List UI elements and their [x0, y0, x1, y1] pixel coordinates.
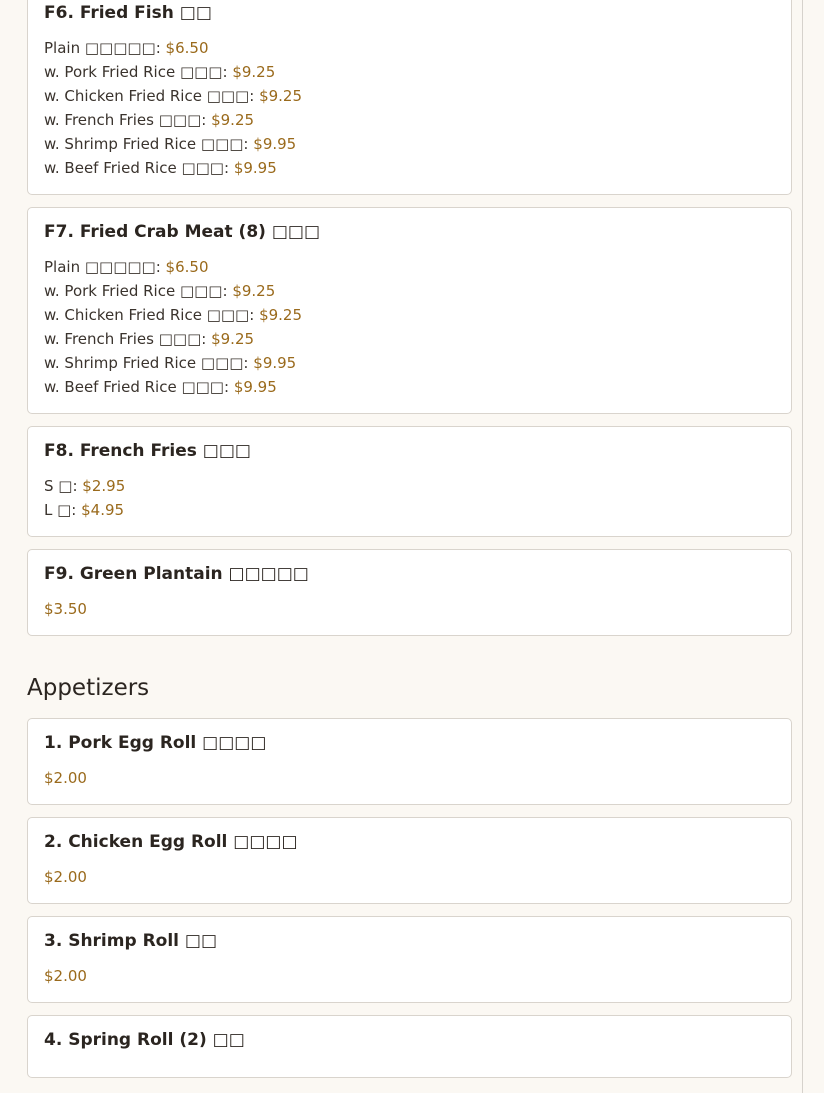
option-label: L □:	[44, 501, 77, 519]
option-label: w. Beef Fried Rice □□□:	[44, 378, 230, 396]
price-option	[44, 597, 775, 621]
option-label: Plain □□□□□:	[44, 39, 161, 57]
menu-item-card[interactable]	[27, 916, 792, 1003]
option-label: w. Pork Fried Rice □□□:	[44, 282, 228, 300]
section-heading-appetizers: Appetizers	[27, 675, 150, 701]
option-price: $9.95	[253, 354, 297, 372]
option-price: $9.25	[232, 282, 276, 300]
menu-item-title: 1. Pork Egg Roll □□□□	[44, 733, 267, 753]
price-option	[44, 36, 775, 60]
option-label: w. Shrimp Fried Rice □□□:	[44, 354, 249, 372]
price-option	[44, 327, 775, 351]
option-price: $9.25	[211, 330, 255, 348]
option-price: $6.50	[165, 39, 209, 57]
option-label: w. Chicken Fried Rice □□□:	[44, 87, 255, 105]
option-label: w. Chicken Fried Rice □□□:	[44, 306, 255, 324]
price-option	[44, 132, 775, 156]
option-price: $9.25	[259, 306, 303, 324]
option-price: $9.95	[233, 378, 277, 396]
price-option	[44, 279, 775, 303]
menu-item-card[interactable]	[27, 207, 792, 414]
menu-item-title: 2. Chicken Egg Roll □□□□	[44, 832, 298, 852]
price-option	[44, 255, 775, 279]
option-price: $4.95	[81, 501, 125, 519]
option-label: Plain □□□□□:	[44, 258, 161, 276]
menu-item-card[interactable]	[27, 549, 792, 636]
option-label: S □:	[44, 477, 78, 495]
menu-item-card[interactable]	[27, 0, 792, 195]
menu-item-title: F6. Fried Fish □□	[44, 3, 212, 23]
price-option	[44, 375, 775, 399]
option-label: w. French Fries □□□:	[44, 111, 207, 129]
price-option	[44, 351, 775, 375]
price-option	[44, 108, 775, 132]
menu-item-card[interactable]	[27, 1015, 792, 1078]
option-label: w. Shrimp Fried Rice □□□:	[44, 135, 249, 153]
price-option	[44, 865, 775, 889]
item-price: $3.50	[44, 600, 87, 618]
option-price: $9.95	[233, 159, 277, 177]
price-option	[44, 156, 775, 180]
option-price: $6.50	[165, 258, 209, 276]
menu-content	[27, 0, 792, 1090]
option-price: $9.95	[253, 135, 297, 153]
item-price: $2.00	[44, 967, 87, 985]
option-label: w. French Fries □□□:	[44, 330, 207, 348]
price-option	[44, 498, 775, 522]
menu-item-title: 3. Shrimp Roll □□	[44, 931, 218, 951]
option-price: $2.95	[82, 477, 126, 495]
scrollbar-edge[interactable]	[802, 0, 803, 1093]
price-option	[44, 474, 775, 498]
menu-item-title: 4. Spring Roll (2) □□	[44, 1030, 245, 1050]
item-price: $2.00	[44, 769, 87, 787]
option-price: $9.25	[232, 63, 276, 81]
option-label: w. Pork Fried Rice □□□:	[44, 63, 228, 81]
option-price: $9.25	[211, 111, 255, 129]
option-label: w. Beef Fried Rice □□□:	[44, 159, 230, 177]
price-option	[44, 766, 775, 790]
menu-item-card[interactable]	[27, 426, 792, 537]
option-price: $9.25	[259, 87, 303, 105]
menu-item-card[interactable]	[27, 817, 792, 904]
menu-item-card[interactable]	[27, 718, 792, 805]
price-option	[44, 84, 775, 108]
price-option	[44, 964, 775, 988]
price-option	[44, 303, 775, 327]
menu-item-title: F9. Green Plantain □□□□□	[44, 564, 309, 584]
item-price: $2.00	[44, 868, 87, 886]
menu-item-title: F7. Fried Crab Meat (8) □□□	[44, 222, 321, 242]
price-option	[44, 60, 775, 84]
menu-item-title: F8. French Fries □□□	[44, 441, 251, 461]
